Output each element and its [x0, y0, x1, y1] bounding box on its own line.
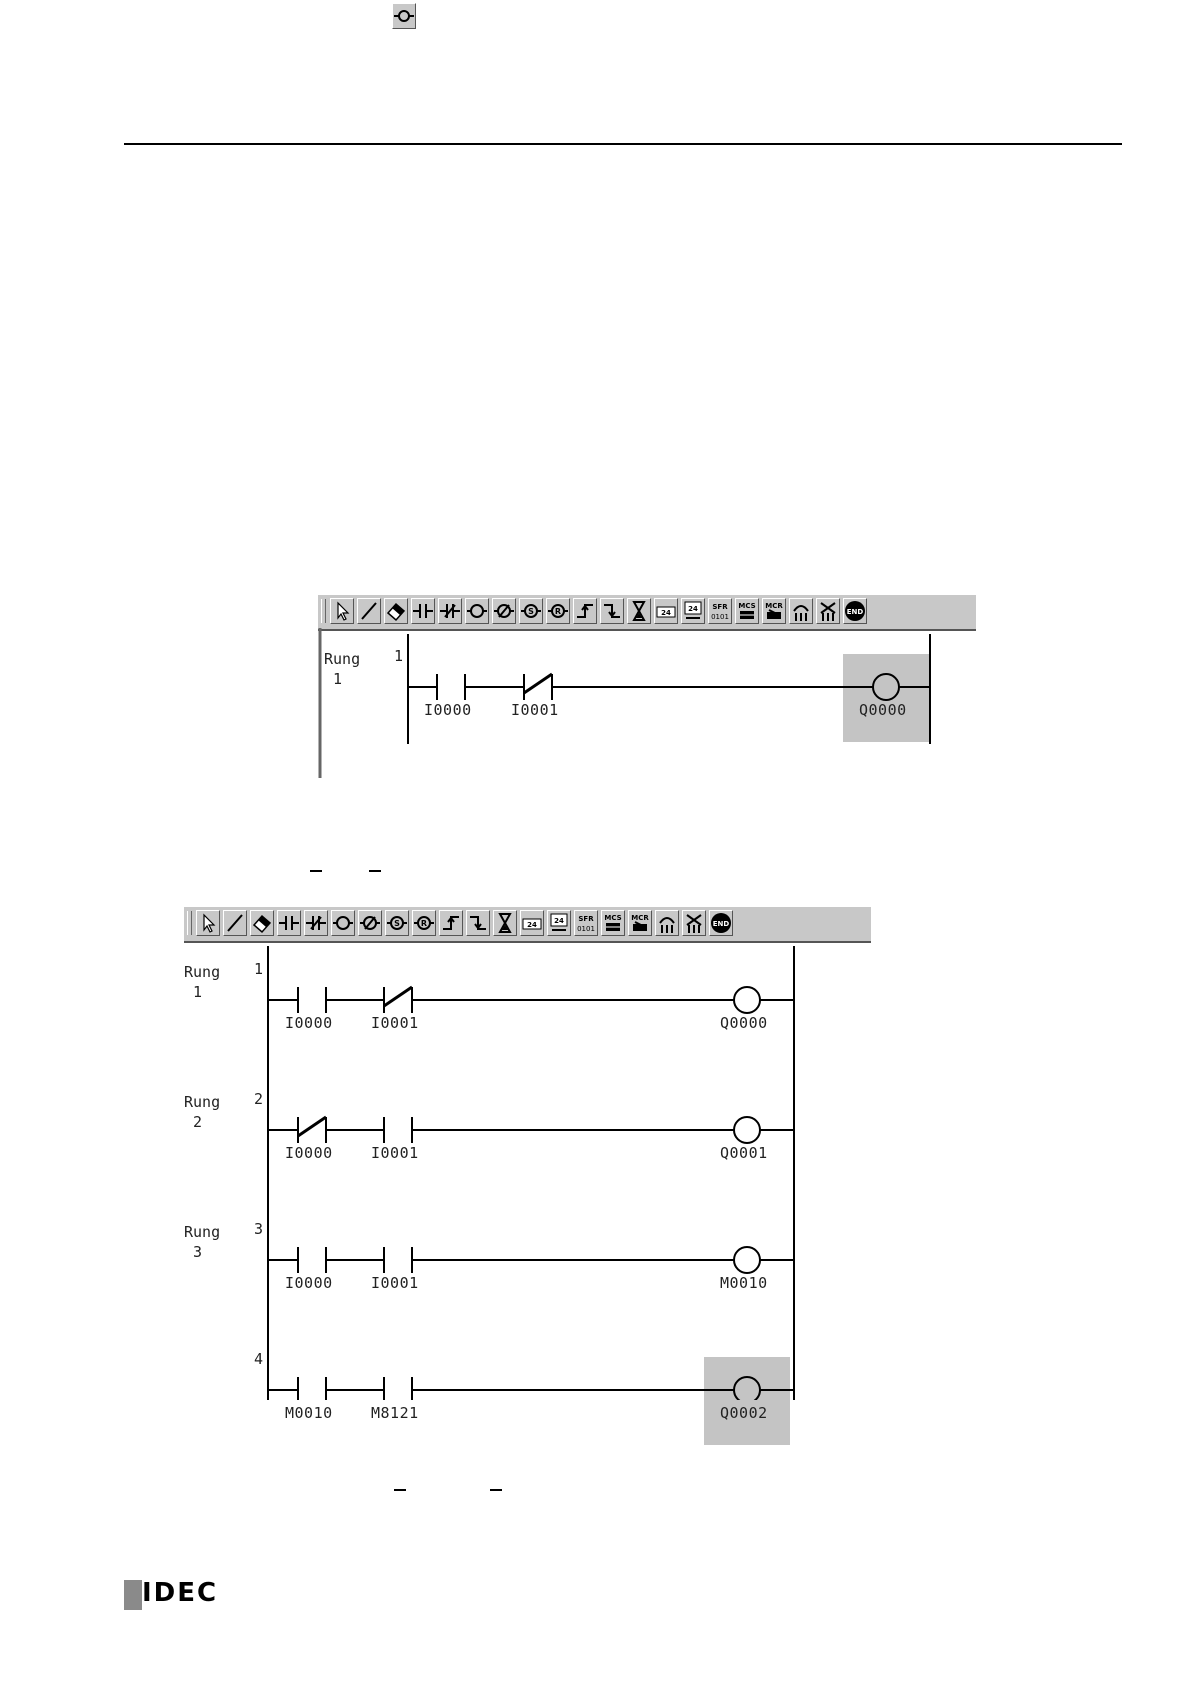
contact-device-label: M0010: [285, 1404, 333, 1422]
ladder-diagram: [184, 906, 871, 1422]
rung-label: Rung 2: [184, 1093, 221, 1131]
inline-out-coil-button[interactable]: [392, 3, 416, 29]
ladder-editor-window-1: [318, 594, 976, 778]
contact-device-label: I0001: [371, 1014, 419, 1032]
nc-contact-slash: [298, 1117, 326, 1136]
rung-label: Rung 3: [184, 1223, 221, 1261]
svg-text:END: END: [712, 920, 730, 928]
coil-device-label: Q0002: [720, 1404, 768, 1422]
rung-label: Rung 1: [324, 650, 361, 688]
line-number: 1: [254, 960, 264, 978]
svg-text:24: 24: [527, 921, 537, 929]
underline-mark: [310, 870, 322, 872]
svg-text:S: S: [528, 607, 534, 616]
svg-text:24: 24: [554, 917, 564, 925]
svg-text:MCR: MCR: [631, 914, 649, 922]
contact-device-label: I0000: [285, 1144, 333, 1162]
line-number: 1: [394, 647, 404, 665]
underline-mark: [490, 1489, 502, 1491]
svg-text:SFR: SFR: [578, 915, 594, 923]
svg-text:R: R: [420, 919, 428, 928]
underline-mark: [369, 870, 381, 872]
logo-bar: [124, 1580, 142, 1610]
ladder-graphics: [184, 906, 871, 1400]
line-number: 4: [254, 1350, 264, 1368]
svg-text:END: END: [846, 608, 864, 616]
contact-device-label: I0001: [511, 701, 559, 719]
ladder-graphics: [318, 594, 976, 778]
coil-device-label: M0010: [720, 1274, 768, 1292]
header-rule: [124, 143, 1122, 145]
nc-contact-slash: [524, 674, 552, 693]
contact-device-label: I0001: [371, 1144, 419, 1162]
coil-device-label: Q0000: [720, 1014, 768, 1032]
svg-text:SFR: SFR: [712, 603, 728, 611]
contact-device-label: M8121: [371, 1404, 419, 1422]
svg-text:S: S: [394, 919, 400, 928]
svg-text:0101: 0101: [577, 925, 595, 933]
ladder-diagram: [318, 594, 976, 778]
output-coil-icon: [393, 4, 415, 28]
svg-text:24: 24: [688, 605, 698, 613]
ladder-editor-window-2: [184, 906, 871, 1422]
line-number: 3: [254, 1220, 264, 1238]
contact-device-label: I0000: [424, 701, 472, 719]
svg-text:R: R: [554, 607, 562, 616]
contact-device-label: I0000: [285, 1274, 333, 1292]
svg-text:MCS: MCS: [738, 602, 756, 610]
contact-device-label: I0001: [371, 1274, 419, 1292]
output-coil: [873, 674, 899, 700]
svg-text:0101: 0101: [711, 613, 729, 621]
output-coil: [734, 1247, 760, 1273]
nc-contact-slash: [384, 987, 412, 1006]
coil-device-label: Q0000: [859, 701, 907, 719]
output-coil: [734, 1117, 760, 1143]
output-coil: [734, 987, 760, 1013]
svg-text:MCS: MCS: [604, 914, 622, 922]
underline-mark: [394, 1489, 406, 1491]
svg-text:MCR: MCR: [765, 602, 783, 610]
svg-text:24: 24: [661, 609, 671, 617]
rung-label: Rung 1: [184, 963, 221, 1001]
contact-device-label: I0000: [285, 1014, 333, 1032]
output-coil: [734, 1377, 760, 1400]
line-number: 2: [254, 1090, 264, 1108]
logo-text: IDEC: [142, 1578, 219, 1608]
coil-device-label: Q0001: [720, 1144, 768, 1162]
